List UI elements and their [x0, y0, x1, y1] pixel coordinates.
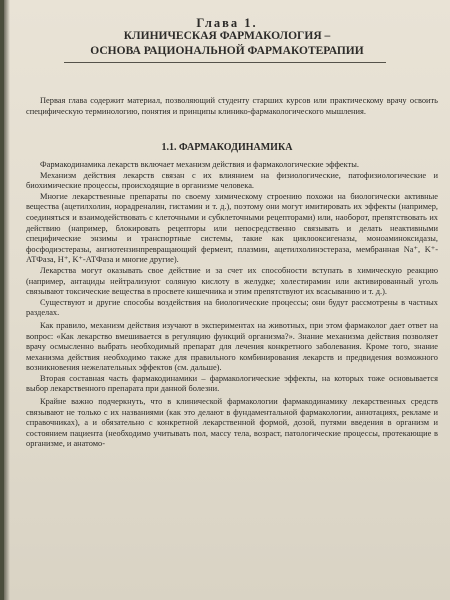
page-gutter-shadow: [4, 0, 10, 600]
paragraph: Фармакодинамика лекарств включает механизм действия и фармакологические эффекты.: [40, 160, 359, 169]
paragraph: Существуют и другие способы воздействия на биологические процессы; они будут рассмотрены в частных разделах.: [26, 297, 438, 318]
intro-text: [26, 96, 438, 117]
paragraph: Крайне важно подчеркнуть, что в клинической фармакологии фармакодинамику лекарственных средств связывают не только с их названиями (как это делают в фундаментальной фармакологии, аннотациях, рекламе и справочниках), а и обязательно с конкретной лекарственной формой, дозой, путями введения в организм и состоянием пациента (необходимо учитывать пол, массу тела, возраст, патологические процессы, протекающие в организме, и анатомо-: [26, 397, 438, 449]
paragraph: Многие лекарственные препараты по своему химическому строению похожи на биологически активные вещества (ацетилхолин, норадреналин, гистамин и т. д.), поэтому они могут имитировать их эффекты (например, соединяться и взаимодействовать с клеточными и субклеточными рецепторами) или, наоборот, препятствовать их действию (например, блокировать рецепторы или непосредственно связывать и делать неактивными специфические энзимы и транспортные системы, такие как циклооксигеназы, моноаминоксидазы, фосфодиэстеразы, ангиотензинпревращающий фермент, плазмин, ацетилхолинэстераза, мембранная Na⁺, K⁺-АТФаза, H⁺, K⁺-АТФаза и многие другие).: [26, 191, 438, 265]
paragraph: Вторая составная часть фармакодинамики – фармакологические эффекты, на которых тоже основывается выбор лекарственного препарата при данной болезни.: [26, 373, 438, 394]
intro-paragraph: Первая глава содержит материал, позволяющий студенту старших курсов или практическому врачу освоить специфическую терминологию, понятия и принципы клинико-фармакологического мышления.: [26, 96, 438, 116]
paragraph: Как правило, механизм действия изучают в экспериментах на животных, при этом фармаколог дает ответ на вопрос: «Как лекарство вмешивается в регуляцию функций организма?». Знание механизма действия позволяет врачу осмысленно выбрать необходимый препарат для лечения конкретного заболевания. Кроме того, знание механизма действия необходимо также для правильного комбинирования лекарств и предвидения возможного возникновения нежелательных эффектов (см. дальше).: [26, 320, 438, 373]
chapter-title-line-2: ОСНОВА РАЦИОНАЛЬНОЙ ФАРМАКОТЕРАПИИ: [90, 45, 364, 57]
section-heading: 1.1. ФАРМАКОДИНАМИКА: [161, 142, 293, 153]
book-page: [4, 0, 450, 600]
chapter-label: Глава 1.: [196, 16, 258, 30]
chapter-title-line-1: КЛИНИЧЕСКАЯ ФАРМАКОЛОГИЯ –: [123, 30, 331, 42]
body-text: [26, 160, 438, 450]
paragraph: Лекарства могут оказывать свое действие и за счет их способности вступать в химическую реакцию (например, антациды нейтрализуют соляную кислоту в желудке; холестирамин или активированный уголь связывают токсические вещества в просвете кишечника и этим препятствуют их всасыванию и т. д.).: [26, 265, 438, 297]
chapter-title-underline: [64, 62, 386, 63]
paragraph: Механизм действия лекарств связан с их влиянием на физиологические, патофизиологические и биохимические процессы, происходящие в организме человека.: [26, 170, 438, 191]
